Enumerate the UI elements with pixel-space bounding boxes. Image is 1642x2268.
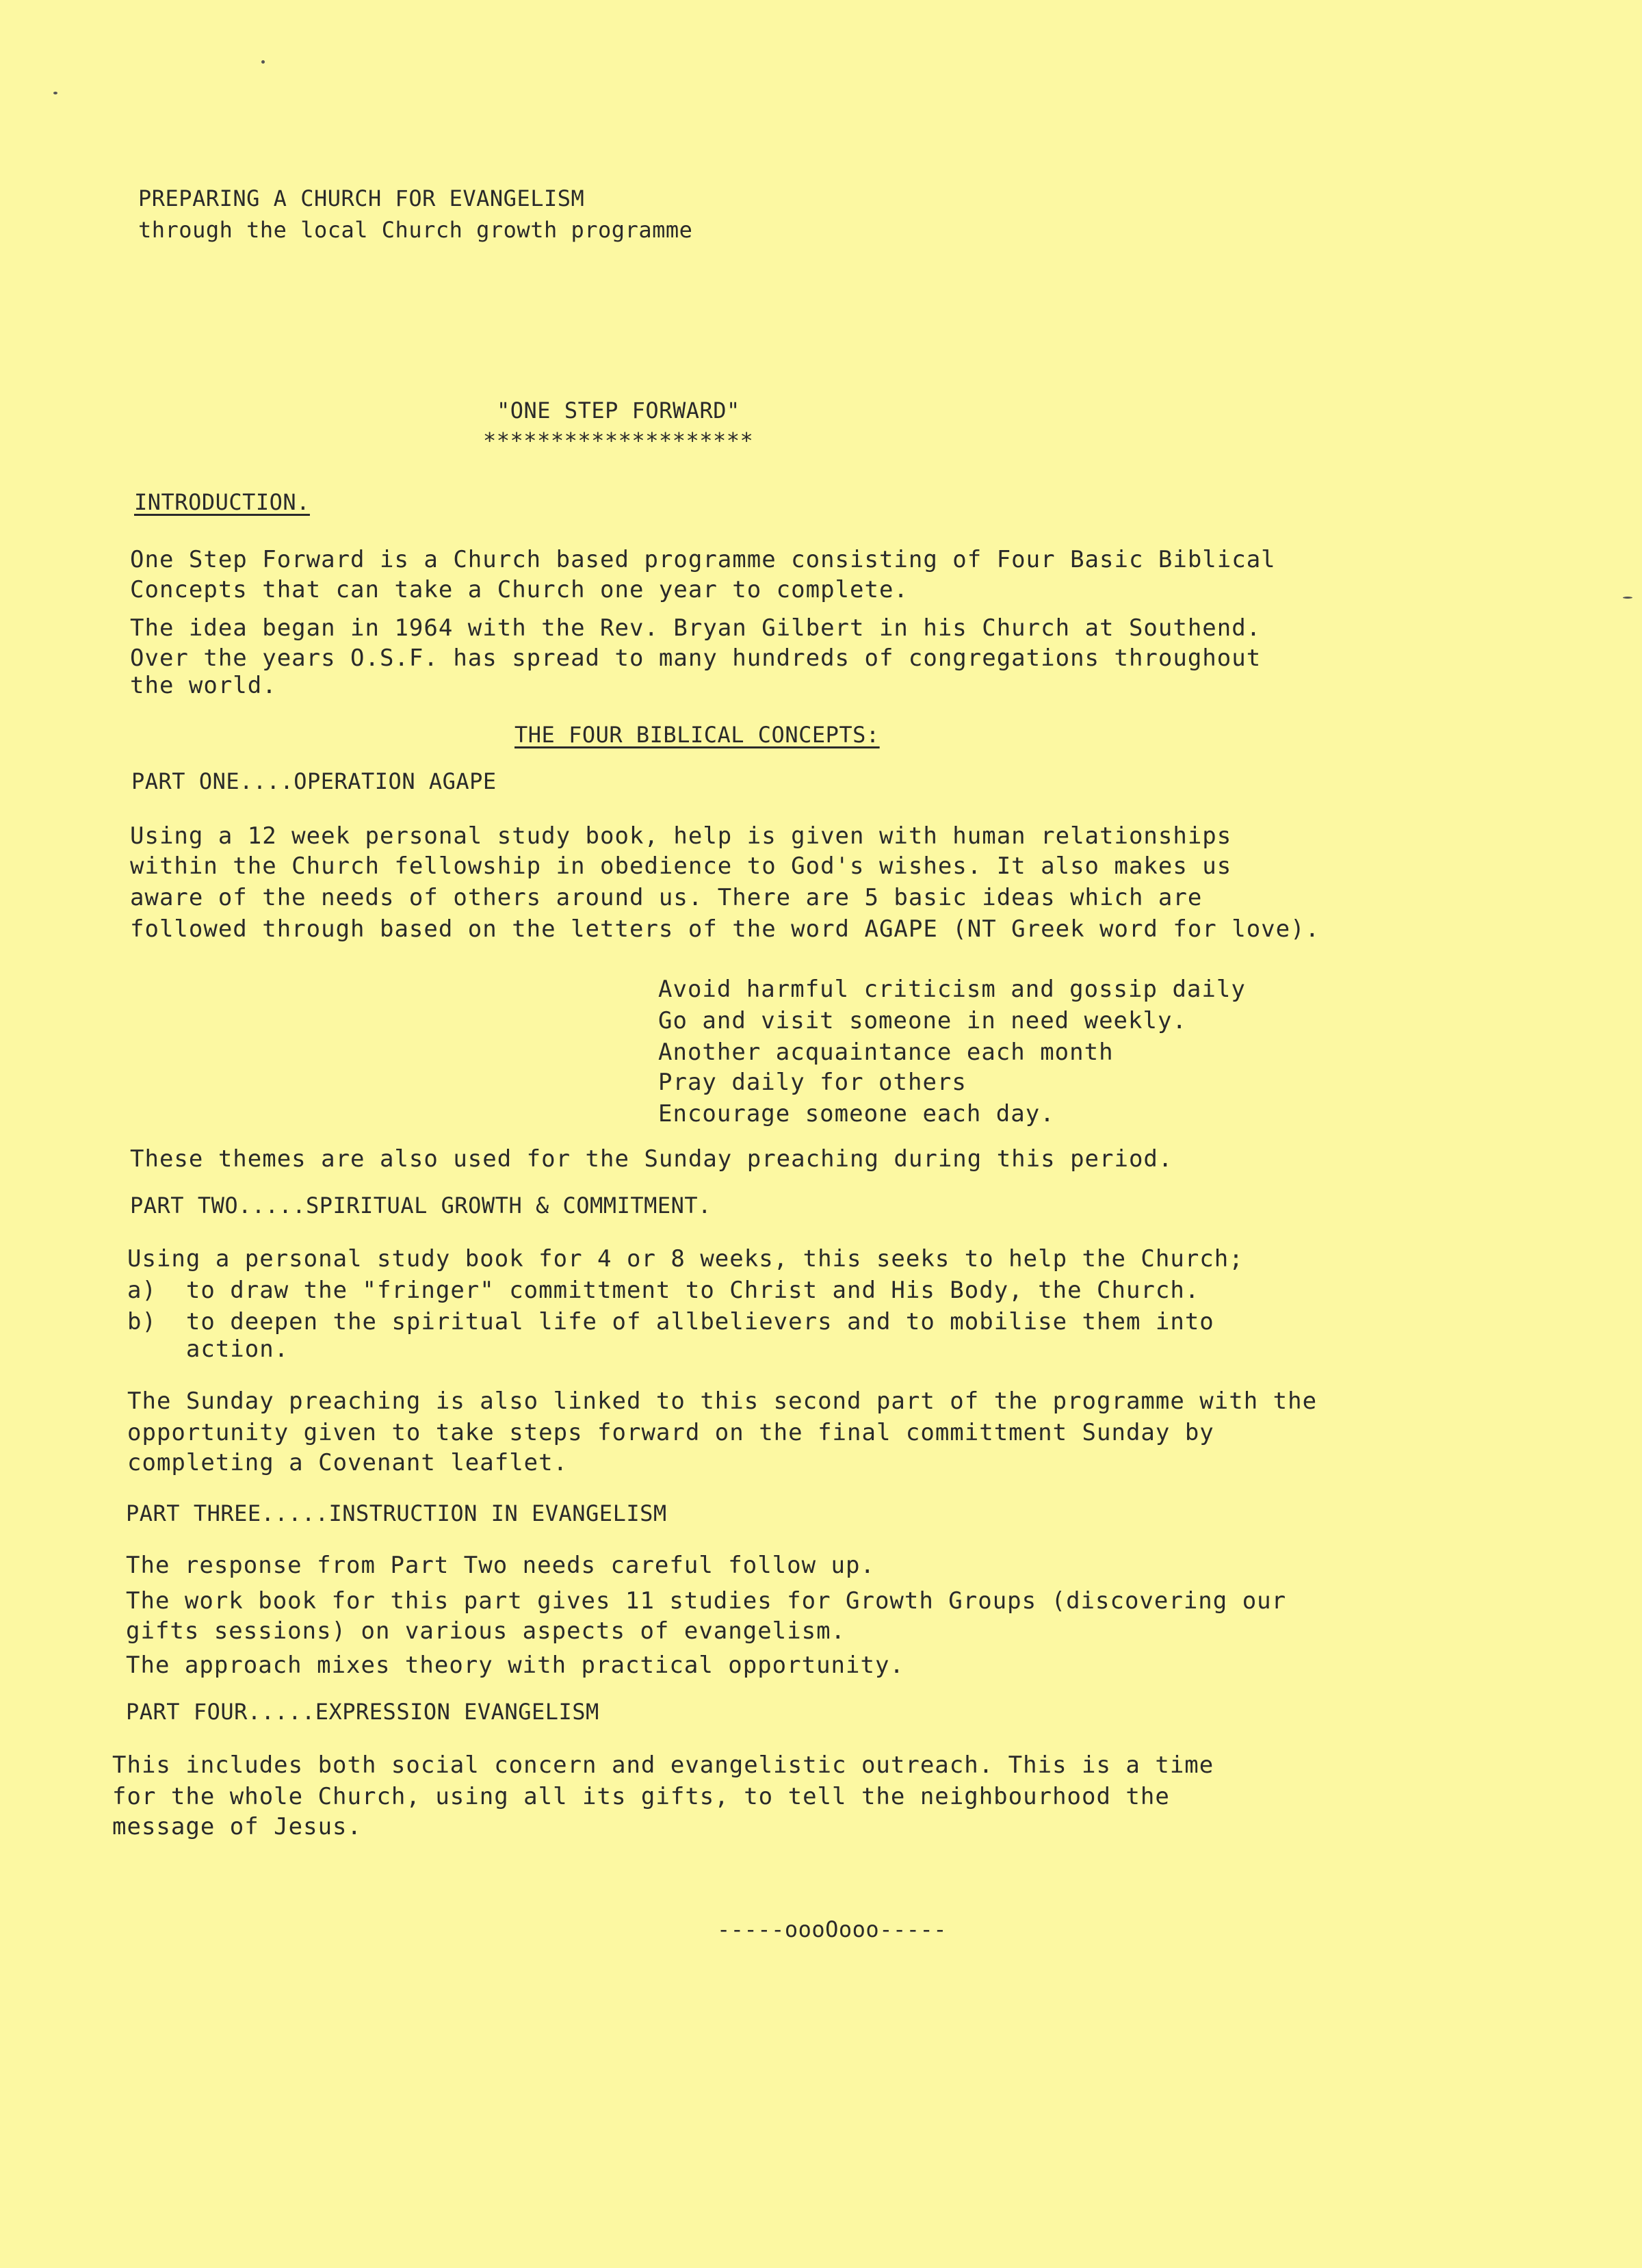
agape-item: Avoid harmful criticism and gossip daily — [658, 976, 1246, 1003]
agape-item: Another acquaintance each month — [658, 1039, 1114, 1066]
part-three-line: The response from Part Two needs careful follow up. — [126, 1552, 875, 1579]
part-one-line: followed through based on the letters of the word AGAPE (NT Greek word for love). — [130, 915, 1320, 943]
part-two-paragraph-line: completing a Covenant leaflet. — [127, 1449, 569, 1476]
part-three-line: The work book for this part gives 11 studies for Growth Groups (discovering our — [126, 1587, 1287, 1615]
part-three-line: gifts sessions) on various aspects of evangelism. — [126, 1617, 846, 1645]
introduction-line: Concepts that can take a Church one year to complete. — [130, 576, 909, 603]
title-star-rule: ******************** — [483, 428, 754, 454]
introduction-line: the world. — [130, 672, 277, 699]
part-two-line: Using a personal study book for 4 or 8 weeks, this seeks to help the Church; — [127, 1245, 1244, 1273]
part-one-line: aware of the needs of others around us. There are 5 basic ideas which are — [130, 884, 1203, 911]
document-title: "ONE STEP FORWARD" — [497, 397, 740, 423]
part-one-line: within the Church fellowship in obedience to God's wishes. It also makes us — [130, 852, 1232, 880]
introduction-line: One Step Forward is a Church based programme consisting of Four Basic Biblical — [130, 546, 1276, 573]
introduction-heading: INTRODUCTION. — [134, 489, 310, 515]
introduction-line: Over the years O.S.F. has spread to many hundreds of congregations throughout — [130, 644, 1262, 672]
agape-item: Encourage someone each day. — [658, 1100, 1055, 1128]
introduction-line: The idea began in 1964 with the Rev. Bryan Gilbert in his Church at Southend. — [130, 614, 1262, 642]
paper-speck — [53, 92, 57, 94]
part-two-paragraph-line: opportunity given to take steps forward on the final committment Sunday by — [127, 1419, 1214, 1446]
closing-ornament: -----oooOooo----- — [717, 1916, 948, 1942]
part-two-line: action. — [127, 1335, 289, 1363]
part-one-closing: These themes are also used for the Sunday preaching during this period. — [130, 1145, 1173, 1173]
paper-speck — [261, 60, 265, 64]
part-two-paragraph-line: The Sunday preaching is also linked to this second part of the programme with the — [127, 1387, 1318, 1415]
concepts-heading: THE FOUR BIBLICAL CONCEPTS: — [514, 722, 880, 748]
agape-item: Go and visit someone in need weekly. — [658, 1007, 1187, 1034]
part-four-line: message of Jesus. — [112, 1813, 362, 1840]
part-two-line: b) to deepen the spiritual life of allbelievers and to mobilise them into — [127, 1308, 1214, 1335]
part-two-heading: PART TWO.....SPIRITUAL GROWTH & COMMITMENT. — [130, 1192, 712, 1218]
document-header-line-2: through the local Church growth programme — [138, 217, 693, 243]
paper-speck — [1623, 597, 1632, 599]
agape-item: Pray daily for others — [658, 1069, 967, 1096]
part-three-heading: PART THREE.....INSTRUCTION IN EVANGELISM — [126, 1500, 667, 1526]
part-one-line: Using a 12 week personal study book, help is given with human relationships — [130, 822, 1232, 850]
part-four-line: for the whole Church, using all its gifts, to tell the neighbourhood the — [112, 1783, 1170, 1810]
part-one-heading: PART ONE....OPERATION AGAPE — [131, 768, 497, 794]
part-four-line: This includes both social concern and evangelistic outreach. This is a time — [112, 1751, 1214, 1779]
part-four-heading: PART FOUR.....EXPRESSION EVANGELISM — [126, 1699, 599, 1725]
document-header-line-1: PREPARING A CHURCH FOR EVANGELISM — [138, 185, 585, 211]
part-three-line: The approach mixes theory with practical opportunity. — [126, 1652, 904, 1679]
part-two-line: a) to draw the "fringer" committment to Christ and His Body, the Church. — [127, 1277, 1200, 1304]
